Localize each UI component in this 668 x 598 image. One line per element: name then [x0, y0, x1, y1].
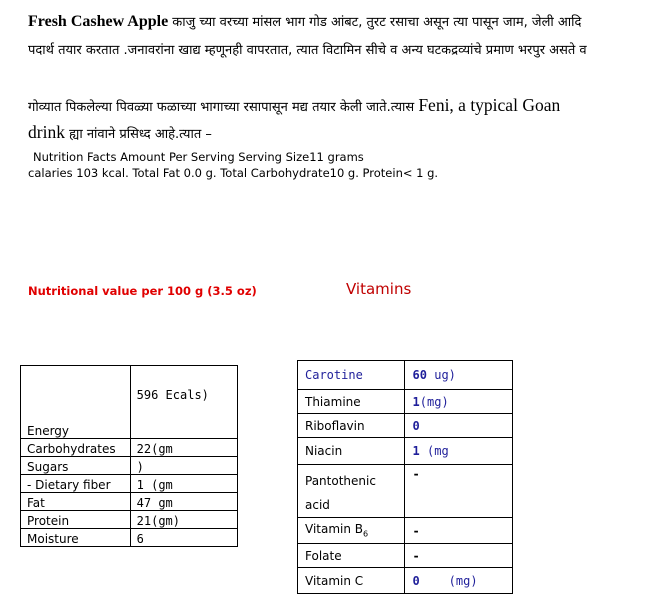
vitamin-label-line-1: Pantothenic — [305, 474, 376, 488]
intro-line-3-latin: Feni, a typical Goan — [418, 95, 561, 115]
table-row — [298, 390, 513, 414]
vitamin-amount: 0 — [412, 573, 420, 588]
vitamin-amount: 60 — [412, 368, 427, 382]
intro-line-1 — [28, 12, 581, 31]
vitamin-label-text: Vitamin B — [305, 522, 364, 537]
table-row — [298, 414, 513, 438]
nutrient-value: 47 gm — [130, 493, 237, 511]
vitamin-label: Niacin — [298, 438, 405, 465]
table-row — [21, 457, 238, 475]
vitamin-value: - — [404, 518, 512, 544]
nutrient-value: 596 Ecals) — [130, 366, 237, 439]
nutritional-value-heading: Nutritional value per 100 g (3.5 oz) — [28, 284, 257, 298]
table-row — [298, 568, 513, 594]
vitamin-value — [404, 568, 512, 594]
table-row — [298, 361, 513, 390]
vitamin-value — [404, 390, 512, 414]
vitamin-amount: 1 — [412, 394, 420, 409]
nutrition-facts-line-2: calaries 103 kcal. Total Fat 0.0 g. Total Carbohydrate10 g. Protein< 1 g. — [28, 166, 439, 180]
nutrient-value: ) — [130, 457, 237, 475]
table-row — [298, 544, 513, 568]
vitamin-value: - — [404, 544, 512, 568]
nutrient-label: Fat — [21, 493, 131, 511]
vitamin-label: Vitamin C — [298, 568, 405, 594]
vitamin-value: - — [404, 465, 512, 518]
intro-lead: Fresh Cashew Apple — [28, 13, 169, 30]
table-row — [21, 529, 238, 547]
table-row — [21, 366, 238, 439]
vitamin-unit: ug) — [427, 368, 456, 382]
table-row — [21, 493, 238, 511]
nutrient-label: Moisture — [21, 529, 131, 547]
intro-line-4-latin: drink — [28, 122, 65, 142]
intro-line-1-text: काजु च्या वरच्या मांसल भाग गोड आंबट, तुरट रसाचा असून त्या पासून जाम, जेली आदि — [168, 15, 582, 30]
vitamin-value — [404, 361, 512, 390]
table-row — [298, 438, 513, 465]
nutrient-label: Carbohydrates — [21, 439, 131, 457]
vitamin-label: Carotine — [298, 361, 405, 390]
vitamin-label: Riboflavin — [298, 414, 405, 438]
intro-line-4-text: ह्या नांवाने प्रसिध्द आहे.त्यात – — [64, 127, 212, 142]
intro-line-3 — [28, 95, 560, 116]
nutrient-label: Energy — [21, 366, 131, 439]
vitamin-unit: (mg) — [419, 394, 449, 409]
nutrition-facts-line-1: Nutrition Facts Amount Per Serving Serving Size11 grams — [33, 150, 364, 164]
intro-line-2: पदार्थ तयार करतात .जनावरांना खाद्य म्हणूनही वापरतात, त्यात विटामिन सीचे व अन्य घटकद्रव्यांचे प्रमाण भरपुर असते व — [28, 43, 587, 58]
vitamin-label: Thiamine — [298, 390, 405, 414]
nutrient-label: - Dietary fiber — [21, 475, 131, 493]
vitamin-label: Folate — [298, 544, 405, 568]
vitamins-heading: Vitamins — [346, 280, 412, 298]
nutrient-value: 6 — [130, 529, 237, 547]
intro-line-4 — [28, 122, 212, 143]
vitamin-value — [404, 438, 512, 465]
nutrient-value: 21(gm) — [130, 511, 237, 529]
table-row — [298, 518, 513, 544]
vitamins-table — [297, 360, 513, 594]
nutrition-table — [20, 365, 238, 547]
nutrient-label: Sugars — [21, 457, 131, 475]
nutrient-value: 22(gm — [130, 439, 237, 457]
vitamin-unit: (mg — [419, 444, 449, 458]
vitamin-value: 0 — [404, 414, 512, 438]
table-row — [21, 439, 238, 457]
nutrient-label: Protein — [21, 511, 131, 529]
vitamin-label-subscript: 6 — [363, 529, 369, 539]
intro-line-3-text: गोव्यात पिकलेल्या पिवळ्या फळाच्या भागाच्या रसापासून मद्य तयार केली जाते.त्यास — [28, 100, 419, 115]
vitamin-label — [298, 465, 405, 518]
vitamin-label — [298, 518, 405, 544]
table-row — [298, 465, 513, 518]
vitamin-amount: 1 — [412, 444, 420, 458]
vitamin-label-line-2: acid — [305, 498, 330, 512]
nutrient-value: 1 (gm — [130, 475, 237, 493]
table-row — [21, 475, 238, 493]
vitamin-unit: (mg) — [419, 573, 478, 588]
table-row — [21, 511, 238, 529]
